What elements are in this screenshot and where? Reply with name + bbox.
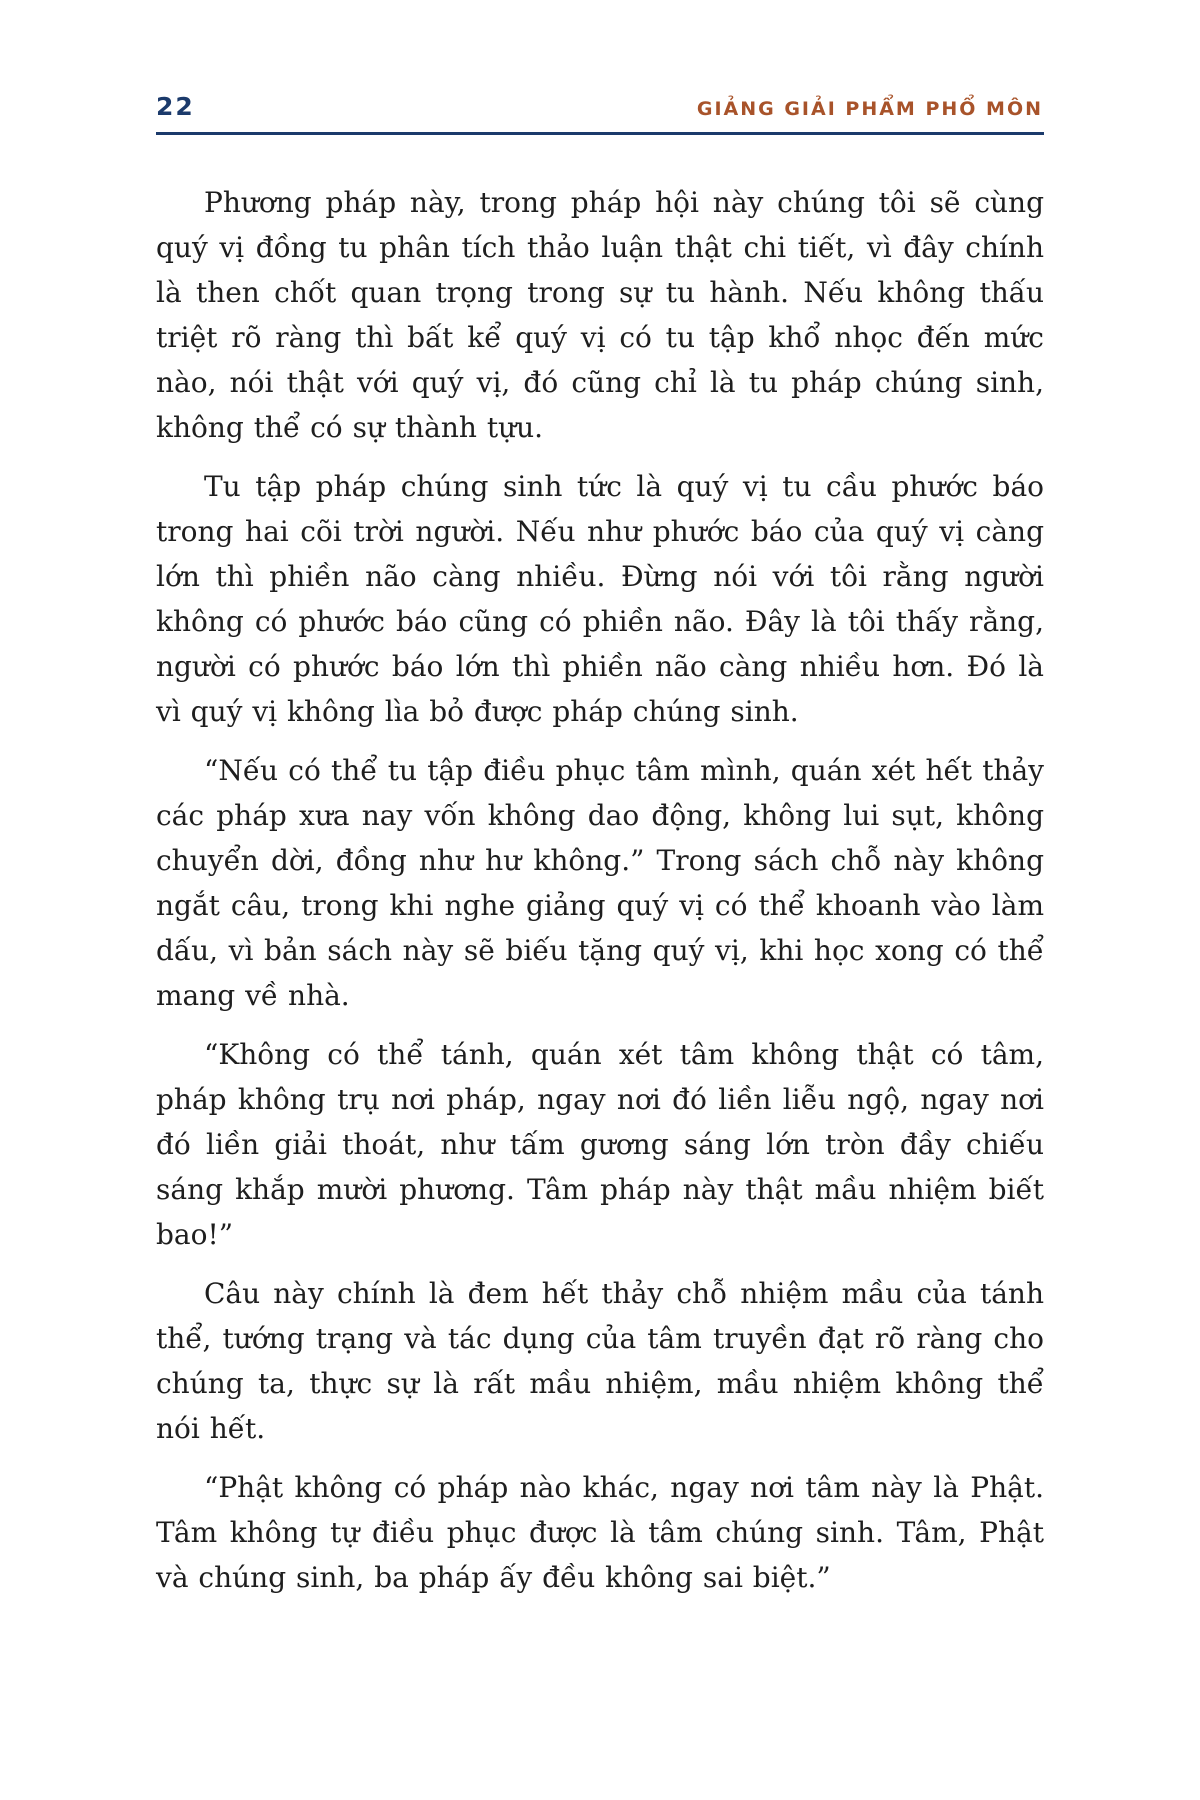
body-paragraph: “Nếu có thể tu tập điều phục tâm mình, quán xét hết thảy các pháp xưa nay vốn không dao động, không lui sụt, không chuyển dời, đồng như hư không.” Trong sách chỗ này không ngắt câu, trong khi nghe giảng quý vị có thể khoanh vào làm dấu, vì bản sách này sẽ biếu tặng quý vị, khi học xong có thể mang về nhà. — [156, 754, 1044, 1012]
body-paragraph: “Phật không có pháp nào khác, ngay nơi tâm này là Phật. Tâm không tự điều phục được là tâm chúng sinh. Tâm, Phật và chúng sinh, ba pháp ấy đều không sai biệt.” — [156, 1471, 1044, 1594]
header-divider — [156, 132, 1044, 135]
running-title: GIẢNG GIẢI PHẨM PHỔ MÔN — [696, 98, 1043, 120]
page-body — [156, 180, 1044, 1614]
page-number: 22 — [156, 92, 195, 121]
body-paragraph: Phương pháp này, trong pháp hội này chúng tôi sẽ cùng quý vị đồng tu phân tích thảo luận thật chi tiết, vì đây chính là then chốt quan trọng trong sự tu hành. Nếu không thấu triệt rõ ràng thì bất kể quý vị có tu tập khổ nhọc đến mức nào, nói thật với quý vị, đó cũng chỉ là tu pháp chúng sinh, không thể có sự thành tựu. — [156, 186, 1044, 444]
body-paragraph: “Không có thể tánh, quán xét tâm không thật có tâm, pháp không trụ nơi pháp, ngay nơi đó liền liễu ngộ, ngay nơi đó liền giải thoát, như tấm gương sáng lớn tròn đầy chiếu sáng khắp mười phương. Tâm pháp này thật mầu nhiệm biết bao!” — [156, 1038, 1044, 1251]
body-paragraph: Tu tập pháp chúng sinh tức là quý vị tu cầu phước báo trong hai cõi trời người. Nếu như phước báo của quý vị càng lớn thì phiền não càng nhiều. Đừng nói với tôi rằng người không có phước báo cũng có phiền não. Đây là tôi thấy rằng, người có phước báo lớn thì phiền não càng nhiều hơn. Đó là vì quý vị không lìa bỏ được pháp chúng sinh. — [156, 470, 1044, 728]
body-paragraph: Câu này chính là đem hết thảy chỗ nhiệm mầu của tánh thể, tướng trạng và tác dụng của tâm truyền đạt rõ ràng cho chúng ta, thực sự là rất mầu nhiệm, mầu nhiệm không thể nói hết. — [156, 1277, 1044, 1445]
